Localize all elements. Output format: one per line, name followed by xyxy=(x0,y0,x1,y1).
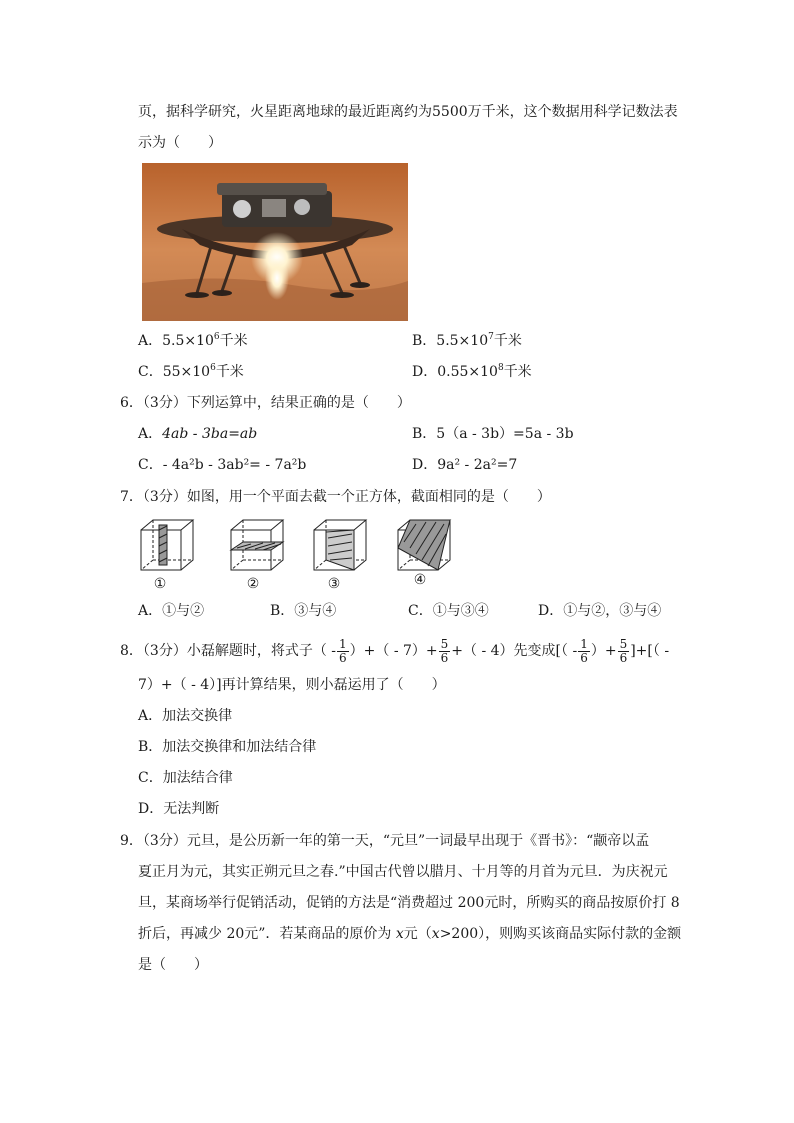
fig-label-1: ① xyxy=(153,576,167,592)
fraction: $\frac{1}{6}$ xyxy=(580,636,588,665)
q9-stem-line1: 9．（3分）元旦，是公历新一年的第一天，“元旦”一词最早出现于《晋书》：“颛帝以孟 xyxy=(120,833,650,849)
q7-option-a[interactable]: A．①与② xyxy=(138,603,205,619)
q7-stem: 7．（3分）如图，用一个平面去截一个正方体，截面相同的是（ ） xyxy=(120,489,551,505)
q7-option-d[interactable]: D．①与②，③与④ xyxy=(538,603,662,619)
q5-option-d[interactable]: D．$0.55\times 10^8$千米 xyxy=(412,363,532,380)
q8-option-a[interactable]: A．加法交换律 xyxy=(138,708,233,724)
fraction: $\frac{5}{6}$ xyxy=(619,636,628,665)
q9-stem-line2: 夏正月为元，其实正朔元旦之春.”中国古代曾以腊月、十月等的月首为元旦．为庆祝元 xyxy=(138,864,668,880)
q6-option-b[interactable]: B．5（a - 3b）=5a - 3b xyxy=(412,426,574,442)
q7-option-b[interactable]: B．③与④ xyxy=(270,603,337,619)
q8-stem-line2: 7）+（ - 4）]再计算结果，则小磊运用了（ ） xyxy=(138,677,446,693)
cube-figure-1 xyxy=(139,518,195,576)
fig-label-4: ④ xyxy=(413,572,427,588)
q5-option-a[interactable]: A．$5.5\times 10^6$千米 xyxy=(138,332,248,349)
q6-option-a[interactable]: A．4ab - 3ba=ab xyxy=(138,426,258,442)
q8-stem-line1: 8．（3分）小磊解题时，将式子（ - $\frac{1}{6}$ ）+（ - 7）+ $\frac{5}{6}$ +（ - 4）先变成[（ - $\frac{1}{6}$ ）+ $\frac{5}{6}$ ]+[（ - xyxy=(120,636,670,665)
q6-option-d[interactable]: D．9a² - 2a²=7 xyxy=(412,457,518,473)
q8-option-d[interactable]: D．无法判断 xyxy=(138,801,220,817)
q9-stem-line5: 是（ ） xyxy=(138,957,208,973)
q6-option-c[interactable]: C．- 4a²b - 3ab²= - 7a²b xyxy=(138,457,307,473)
q6-stem: 6．（3分）下列运算中，结果正确的是（ ） xyxy=(120,395,411,411)
q9-stem-line4: 折后，再减少 20元”．若某商品的原价为 x元（x>200），则购买该商品实际付款的金额 xyxy=(138,926,682,942)
q5-stem-line1: 页，据科学研究，火星距离地球的最近距离约为5500万千米，这个数据用科学记数法表 xyxy=(138,104,678,120)
mars-lander-image xyxy=(142,163,408,321)
fig-label-3: ③ xyxy=(327,576,341,592)
cube-figure-4 xyxy=(396,518,452,576)
fig-label-2: ② xyxy=(246,576,260,592)
q5-stem-line2: 示为（ ） xyxy=(138,135,222,151)
q9-stem-line3: 旦，某商场举行促销活动，促销的方法是“消费超过 200元时，所购买的商品按原价打 8 xyxy=(138,895,680,911)
cube-figure-2 xyxy=(229,518,285,576)
q5-option-b[interactable]: B．$5.5\times 10^7$千米 xyxy=(412,332,522,349)
q8-option-c[interactable]: C．加法结合律 xyxy=(138,770,233,786)
cube-figure-3 xyxy=(312,518,368,576)
q7-option-c[interactable]: C．①与③④ xyxy=(408,603,489,619)
q5-option-c[interactable]: C．$55\times 10^6$千米 xyxy=(138,363,244,380)
q8-option-b[interactable]: B．加法交换律和加法结合律 xyxy=(138,739,317,755)
fraction: $\frac{1}{6}$ xyxy=(339,636,347,665)
fraction: $\frac{5}{6}$ xyxy=(440,636,449,665)
